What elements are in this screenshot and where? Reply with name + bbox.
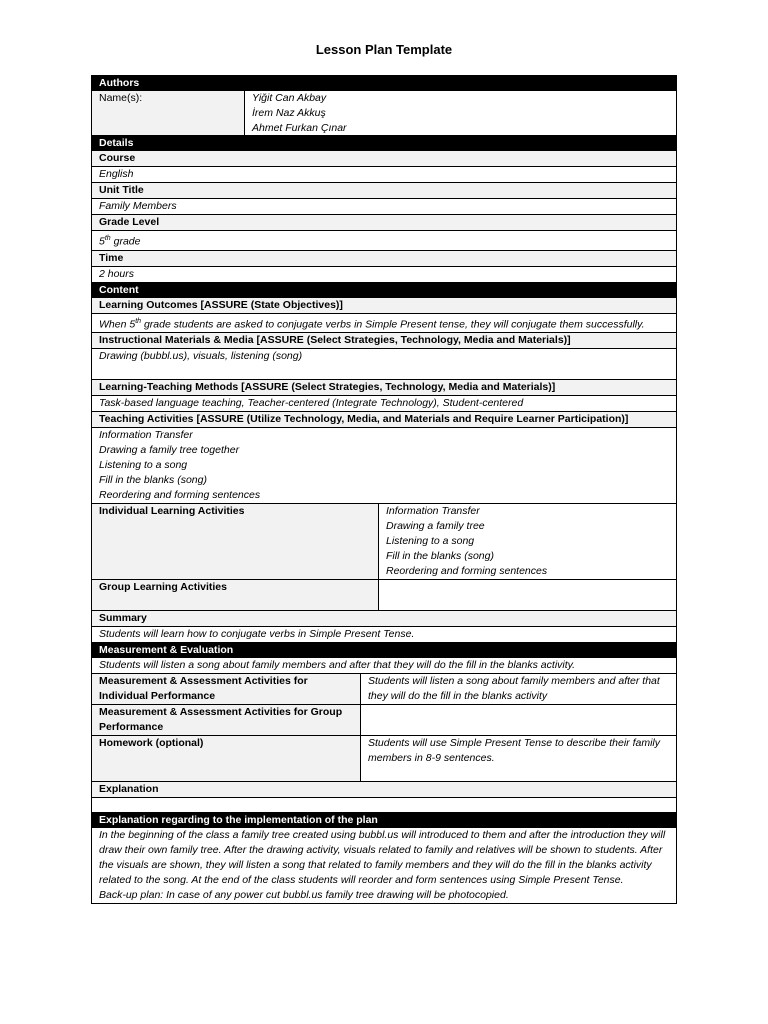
author-name: Yiğit Can Akbay (252, 92, 327, 104)
materials-value: Drawing (bubbl.us), visuals, listening (song) (92, 349, 676, 380)
list-item: Fill in the blanks (song) (386, 550, 494, 562)
implementation-header: Explanation regarding to the implementation of the plan (92, 813, 676, 828)
implementation-paragraph: In the beginning of the class a family tree created using bubbl.us will introduced to them and after the introduction they will draw their own family tree. After the drawing activity, visuals related to family and relatives will be shown to students. After the visuals are shown, they will listen a song that related to family members and they will do the fill in the blanks activity related to the song. At the end of the class students will reorder and form sentences using Simple Present Tense. (99, 829, 666, 886)
evaluation-value: Students will listen a song about family members and after that they will do the fill in the blanks activity. (92, 658, 676, 674)
group-activities-value (379, 580, 676, 610)
time-value: 2 hours (92, 267, 676, 283)
group-assessment-value (361, 705, 676, 735)
methods-assure-text: ASSURE (Select Strategies, Technology, Media and Materials) (244, 381, 552, 393)
course-label: Course (92, 151, 676, 167)
list-item: Information Transfer (386, 505, 480, 517)
authors-header: Authors (92, 76, 676, 91)
details-header: Details (92, 136, 676, 151)
grade-suffix: th (104, 235, 111, 242)
learning-outcomes-value (92, 314, 676, 334)
group-assessment-label: Measurement & Assessment Activities for Group Performance (92, 705, 361, 735)
author-names (245, 91, 676, 135)
content-header: Content (92, 283, 676, 298)
backup-plan: Back-up plan: In case of any power cut bubbl.us family tree drawing will be photocopied. (99, 889, 509, 901)
lesson-plan-form (91, 75, 677, 904)
individual-assessment-row (92, 674, 676, 705)
explanation-value (92, 798, 676, 813)
author-name: Ahmet Furkan Çınar (252, 122, 347, 134)
list-item: Fill in the blanks (song) (99, 474, 207, 486)
individual-assessment-value: Students will listen a song about family members and after that they will do the fill in the blanks activity (368, 675, 660, 702)
author-name: İrem Naz Akkuş (252, 107, 326, 119)
outcomes-text-start: When 5 (99, 318, 136, 330)
activities-label-text: Teaching Activities (99, 413, 194, 425)
individual-activities-list (379, 504, 676, 579)
activities-assure-text: ASSURE (Utilize Technology, Media, and Materials and Require Learner Participation) (199, 413, 625, 425)
names-label: Name(s): (92, 91, 245, 135)
outcomes-suffix: th (135, 317, 142, 325)
teaching-activities-label: Teaching Activities [ASSURE (Utilize Technology, Media, and Materials and Require Learner Participation)] (92, 412, 676, 428)
materials-assure-text: ASSURE (Select Strategies, Technology, Media and Materials) (260, 334, 568, 346)
homework-row (92, 736, 676, 782)
list-item: Information Transfer (99, 429, 193, 441)
page-title: Lesson Plan Template (315, 42, 453, 57)
list-item: Reordering and forming sentences (386, 565, 548, 577)
list-item: Listening to a song (99, 459, 188, 471)
group-assessment-row (92, 705, 676, 736)
outcomes-label-text: Learning Outcomes (99, 298, 198, 311)
methods-label-text: Learning-Teaching Methods (99, 381, 239, 393)
methods-value: Task-based language teaching, Teacher-centered (Integrate Technology), Student-centered (92, 396, 676, 412)
outcomes-text-end: grade students are asked to conjugate verbs in Simple Present tense, they will conjugate them successfully. (141, 318, 645, 330)
group-activities-label: Group Learning Activities (92, 580, 379, 610)
grade-word: grade (110, 235, 141, 248)
materials-label: Instructional Materials & Media [ASSURE (Select Strategies, Technology, Media and Materials)] (92, 333, 676, 349)
methods-label: Learning-Teaching Methods [ASSURE (Select Strategies, Technology, Media and Materials)] (92, 380, 676, 396)
explanation-label: Explanation (92, 782, 676, 798)
individual-activities-label: Individual Learning Activities (92, 504, 379, 579)
grade-level-value (92, 231, 676, 251)
teaching-activities-list (92, 428, 676, 504)
outcomes-assure-text: ASSURE (State Objectives) (204, 298, 340, 311)
course-value: English (92, 167, 676, 183)
learning-outcomes-label: Learning Outcomes [ASSURE (State Objectives)] (92, 298, 676, 314)
homework-label: Homework (optional) (92, 736, 361, 781)
list-item: Drawing a family tree together (99, 444, 240, 456)
unit-title-label: Unit Title (92, 183, 676, 199)
summary-value: Students will learn how to conjugate verbs in Simple Present Tense. (92, 627, 676, 643)
implementation-text (92, 828, 676, 903)
evaluation-header: Measurement & Evaluation (92, 643, 676, 658)
list-item: Drawing a family tree (386, 520, 485, 532)
individual-assessment-label: Measurement & Assessment Activities for Individual Performance (92, 674, 361, 704)
unit-title-value: Family Members (92, 199, 676, 215)
summary-label: Summary (92, 611, 676, 627)
time-label: Time (92, 251, 676, 267)
materials-label-text: Instructional Materials & Media (99, 334, 254, 346)
authors-row (92, 91, 676, 136)
individual-activities-row (92, 504, 676, 580)
list-item: Reordering and forming sentences (99, 489, 261, 501)
grade-level-label: Grade Level (92, 215, 676, 231)
list-item: Listening to a song (386, 535, 475, 547)
homework-value: Students will use Simple Present Tense to describe their family members in 8-9 sentences. (368, 737, 661, 764)
group-activities-row (92, 580, 676, 611)
grade-number: 5 (99, 235, 105, 248)
